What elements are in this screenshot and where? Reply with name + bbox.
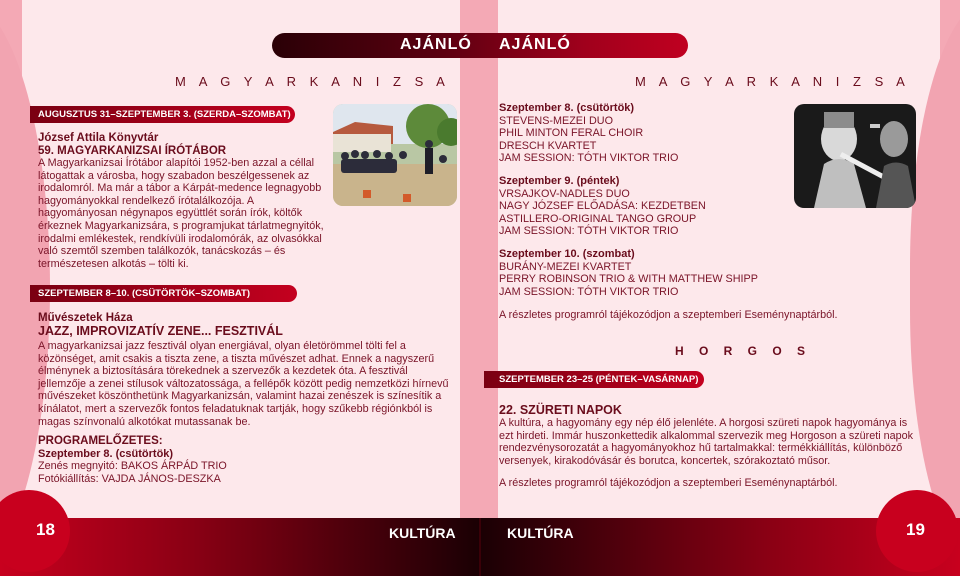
day1-line-3: DRESCH KVARTET — [499, 139, 597, 152]
right-page-number-circle — [876, 490, 958, 572]
program-line-1: Zenés megnyitó: BAKOS ÁRPÁD TRIO — [38, 460, 227, 473]
right-page-number: 19 — [906, 520, 925, 539]
center-divider — [479, 518, 481, 576]
day1-line-2: PHIL MINTON FERAL CHOIR — [499, 127, 644, 140]
day3-line-1: BURÁNY-MEZEI KVARTET — [499, 260, 632, 273]
event3-block — [499, 404, 919, 417]
day2-line-3: ASTILLERO-ORIGINAL TANGO GROUP — [499, 212, 697, 225]
program-title: PROGRAMELŐZETES: — [38, 435, 163, 447]
program-line-2: Fotókiállítás: VAJDA JÁNOS-DESZKA — [38, 472, 221, 485]
header-bar — [272, 33, 688, 58]
event3-date-pill: SZEPTEMBER 23–25 (PÉNTEK–VASÁRNAP) — [484, 371, 704, 388]
day3-title: Szeptember 10. (szombat) — [499, 248, 635, 260]
day1-block — [499, 102, 789, 165]
header-right-title: AJÁNLÓ — [499, 36, 571, 53]
event1-text: A Magyarkanizsai Írótábor alapítói 1952-ben azzal a céllal látogattak a városba, hogy szabadon beszélgessenek az irodalomról. Ma már a tábor a Kárpát-medence legnagyobb hagyományokkal rendelkező írótalálkozója. A hagyományosan négynapos együttlét során írók, költők érkeznek Magyarkanizsára, s programjukat tárlatmegnyitók, irodalmi emlékestek, rendkívüli irodalomórák, az olvasókkal való szemtől szemben találkozók, tanácskozás – és természetesen alkotás – tölti ki. — [38, 157, 324, 270]
info-line-1: A részletes programról tájékozódjon a szeptemberi Eseménynaptárból. — [499, 309, 838, 321]
left-page-number: 18 — [36, 520, 55, 539]
event1-venue: József Attila Könyvtár — [38, 132, 159, 144]
event2-venue: Művészetek Háza — [38, 312, 133, 324]
event2-date-pill: SZEPTEMBER 8–10. (CSÜTÖRTÖK–SZOMBAT) — [30, 285, 297, 302]
day2-line-4: JAM SESSION: TÓTH VIKTOR TRIO — [499, 225, 679, 238]
event1-block — [38, 132, 328, 157]
event-music-photo — [794, 104, 916, 208]
event2-title: JAZZ, IMPROVIZATÍV ZENE... FESZTIVÁL — [38, 323, 283, 338]
event1-title: 59. MAGYARKANIZSAI ÍRÓTÁBOR — [38, 144, 227, 157]
day2-line-1: VRSAJKOV-NADLES DUO — [499, 187, 630, 200]
header-left-title: AJÁNLÓ — [400, 36, 472, 53]
day3-line-3: JAM SESSION: TÓTH VIKTOR TRIO — [499, 285, 679, 298]
day1-title: Szeptember 8. (csütörtök) — [499, 102, 635, 114]
horgos-location: H O R G O S — [675, 344, 812, 358]
program-day: Szeptember 8. (csütörtök) — [38, 447, 174, 460]
day1-line-1: STEVENS-MEZEI DUO — [499, 114, 613, 127]
right-location: M A G Y A R K A N I Z S A — [635, 74, 910, 89]
day2-block — [499, 175, 789, 238]
event3-title: 22. SZÜRETI NAPOK — [499, 403, 622, 417]
day3-line-2: PERRY ROBINSON TRIO & WITH MATTHEW SHIPP — [499, 273, 758, 286]
day2-title: Szeptember 9. (péntek) — [499, 175, 620, 187]
left-footer-section: KULTÚRA — [389, 525, 456, 541]
event2-program — [38, 435, 458, 485]
day2-line-2: NAGY JÓZSEF ELŐADÁSA: KEZDETBEN — [499, 200, 706, 213]
event3-text: A kultúra, a hagyomány egy nép élő jelenléte. A horgosi szüreti napok hagyománya is ezt hirdeti. Immár huszonkettedik alkalommal szervezik meg Horgoson a szüreti napok rendezvénysorozatát a hagyományokhoz hű tartalmakkal: termékkiállítás, különböző versenyek, kirakodóvásár és borutca, koncertek, szórakoztató műsor. — [499, 417, 914, 467]
event3-info: A részletes programról tájékozódjon a szeptemberi Eseménynaptárból. — [499, 477, 838, 489]
event1-photo — [333, 104, 457, 206]
left-location: M A G Y A R K A N I Z S A — [175, 74, 450, 89]
event2-block — [38, 312, 458, 337]
event1-date-pill: AUGUSZTUS 31–SZEPTEMBER 3. (SZERDA–SZOMBAT) — [30, 106, 295, 123]
right-footer-section: KULTÚRA — [507, 525, 574, 541]
event2-text: A magyarkanizsai jazz fesztivál olyan energiával, olyan életörömmel tölti fel a közönséget, amit csakis a tiszta zene, a tiszta művészet adhat. Ennek a nagyszerű élménynek a biztosítására törekednek a szervezők a kezdetek óta. A fesztivál jellemzője a zenei stílusok változatossága, a fellépők között pedig nemzetközi hírnevű művészeket köszönthetünk Magyarkanizsán, valamint hazai zenészek is színesítik a kínálatot, mert a szervezők fontos feladatuknak tartják, hogy szűkebb régiónkból is magas színvonalú alkotókat mutassanak be. — [38, 340, 449, 428]
day1-line-4: JAM SESSION: TÓTH VIKTOR TRIO — [499, 152, 679, 165]
day3-block — [499, 248, 799, 298]
